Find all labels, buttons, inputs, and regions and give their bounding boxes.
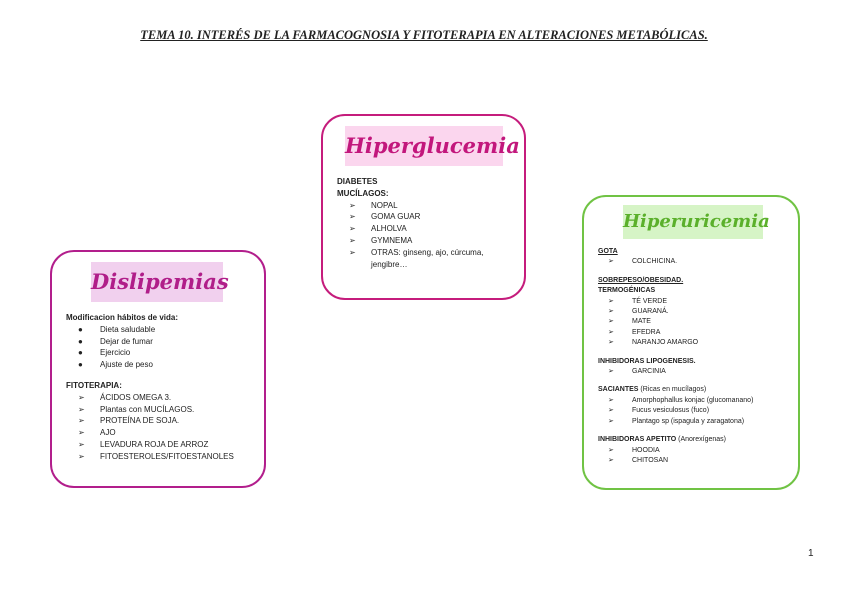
arrow-bullet-icon: ➢: [608, 328, 614, 336]
arrow-bullet-icon: ➢: [608, 417, 614, 425]
bullet-icon: ●: [78, 360, 83, 370]
diabetes-label: DIABETES: [337, 177, 378, 186]
apetito-label: INHIBIDORAS APETITO (Anorexígenas): [598, 436, 726, 444]
arrow-bullet-icon: ➢: [608, 446, 614, 454]
document-title: TEMA 10. INTERÉS DE LA FARMACOGNOSIA Y FITOTERAPIA EN ALTERACIONES METABÓLICAS.: [140, 28, 708, 42]
fitoterapia-list: [66, 392, 261, 463]
list-item: ➢ FITOESTEROLES/FITOESTANOLES: [78, 451, 234, 461]
list-item: ➢ MATE: [598, 317, 798, 327]
arrow-bullet-icon: ➢: [78, 428, 85, 438]
lipogenesis-label: INHIBIDORAS LIPOGENESIS.: [598, 357, 696, 365]
arrow-bullet-icon: ➢: [78, 451, 85, 461]
lipogenesis-list: [598, 367, 798, 377]
list-item: ➢ Plantas con MUCÍLAGOS.: [78, 404, 195, 414]
arrow-bullet-icon: ➢: [78, 439, 85, 449]
list-item: ➢ ALHOLVA: [349, 224, 407, 234]
arrow-bullet-icon: ➢: [608, 318, 614, 326]
arrow-bullet-icon: ➢: [608, 308, 614, 316]
termogenicas-label: TERMOGÉNICAS: [598, 287, 656, 295]
saciantes-note: (Ricas en mucílagos): [640, 386, 707, 394]
hiperuricemia-heading: Hiperuricemia: [623, 205, 763, 239]
list-item: ➢ OTRAS: ginseng, ajo, cúrcuma, jengibre…: [349, 247, 484, 269]
habits-label: Modificacion hábitos de vida:: [66, 313, 179, 322]
arrow-bullet-icon: ➢: [608, 297, 614, 305]
list-item: ➢ CHITOSAN: [598, 456, 798, 466]
bullet-icon: ●: [78, 324, 83, 334]
arrow-bullet-icon: ➢: [608, 258, 614, 266]
mucilagos-label: MUCÍLAGOS:: [337, 188, 389, 198]
bullet-icon: ●: [78, 348, 83, 358]
list-item: ➢ COLCHICINA.: [598, 257, 798, 267]
fitoterapia-label: FITOTERAPIA:: [66, 380, 122, 390]
arrow-bullet-icon: ➢: [349, 235, 356, 245]
hiperglucemia-content: [337, 176, 517, 270]
saciantes-label: SACIANTES (Ricas en mucílagos): [598, 386, 707, 394]
hiperglucemia-list: [337, 200, 517, 271]
gota-list: [598, 257, 798, 267]
arrow-bullet-icon: ➢: [349, 200, 356, 210]
arrow-bullet-icon: ➢: [608, 339, 614, 347]
list-item: ➢ ÁCIDOS OMEGA 3.: [78, 392, 172, 402]
termogenicas-list: [598, 297, 798, 349]
hiperglucemia-heading: Hiperglucemia: [345, 126, 503, 166]
list-item: ➢ TÉ VERDE: [598, 297, 798, 307]
list-item: ➢ Plantago sp (ispagula y zaragatona): [598, 417, 798, 427]
arrow-bullet-icon: ➢: [608, 396, 614, 404]
apetito-list: [598, 446, 798, 467]
list-item: ➢ EFEDRA: [598, 328, 798, 338]
saciantes-list: [598, 396, 798, 427]
hiperglucemia-card: [321, 114, 526, 300]
list-item: ➢ GARCINIA: [598, 367, 798, 377]
list-item: ➢ GYMNEMA: [349, 235, 413, 245]
list-item: ● Ejercicio: [78, 348, 131, 358]
gota-label: GOTA: [598, 248, 618, 255]
list-item: ➢ Fucus vesiculosus (fuco): [598, 406, 798, 416]
list-item: ● Dejar de fumar: [78, 336, 153, 346]
list-item: ● Dieta saludable: [78, 324, 156, 334]
list-item: ➢ NARANJO AMARGO: [598, 338, 798, 348]
arrow-bullet-icon: ➢: [349, 224, 356, 234]
dislipemias-card: [50, 250, 266, 488]
arrow-bullet-icon: ➢: [349, 212, 356, 222]
list-item: ➢ GUARANÁ.: [598, 307, 798, 317]
list-item: ➢ NOPAL: [349, 200, 398, 210]
apetito-note: (Anorexígenas): [678, 436, 726, 444]
habits-list: [66, 324, 261, 371]
list-item: ➢ Amorphophallus konjac (glucomanano): [598, 396, 798, 406]
list-item: ● Ajuste de peso: [78, 360, 153, 370]
list-item: ➢ LEVADURA ROJA DE ARROZ: [78, 439, 209, 449]
list-item: ➢ AJO: [78, 428, 116, 438]
bullet-icon: ●: [78, 336, 83, 346]
hiperuricemia-content: [598, 247, 798, 466]
arrow-bullet-icon: ➢: [78, 404, 85, 414]
hiperuricemia-card: [582, 195, 800, 490]
dislipemias-heading: Dislipemias: [91, 262, 223, 302]
list-item: ➢ GOMA GUAR: [349, 212, 421, 222]
list-item: ➢ PROTEÍNA DE SOJA.: [78, 416, 180, 426]
arrow-bullet-icon: ➢: [349, 247, 356, 257]
arrow-bullet-icon: ➢: [608, 456, 614, 464]
sobrepeso-label: SOBREPESO/OBESIDAD.: [598, 276, 684, 284]
arrow-bullet-icon: ➢: [608, 368, 614, 376]
page-number: 1: [808, 548, 814, 559]
arrow-bullet-icon: ➢: [78, 416, 85, 426]
arrow-bullet-icon: ➢: [608, 407, 614, 415]
arrow-bullet-icon: ➢: [78, 392, 85, 402]
dislipemias-content: [66, 312, 261, 463]
list-item: ➢ HOODIA: [598, 446, 798, 456]
